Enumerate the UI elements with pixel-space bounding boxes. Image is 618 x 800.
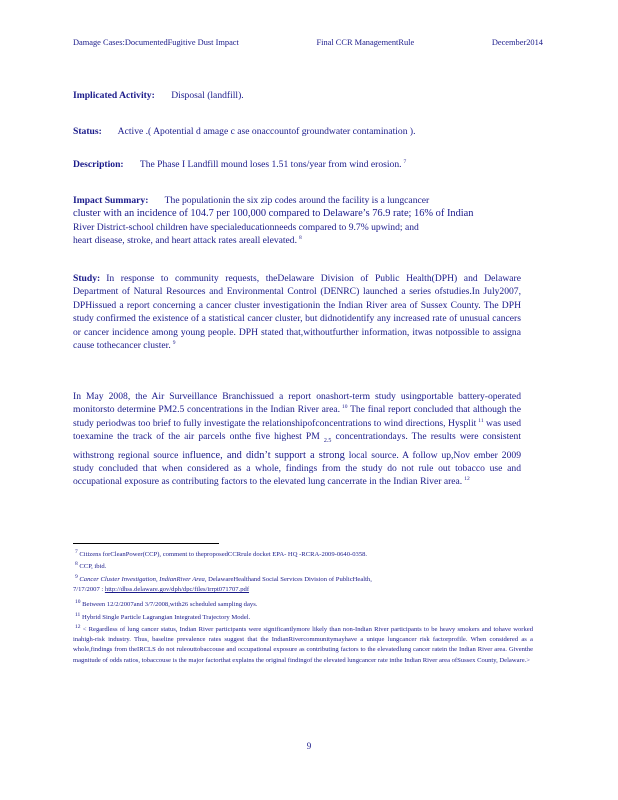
footnote-ref-11: 11 — [478, 417, 484, 424]
para-part-2: The final report concluded that although the study periodwas too brief to fully investigate the relationshipofconcentrations to wind directions, Hysplit — [73, 404, 521, 429]
header-center: Final CCR ManagementRule — [316, 38, 415, 47]
description — [73, 158, 521, 171]
study-text: In response to community requests, theDelaware Division of Public Health(DPH) and Delaware Department of Natural Resources and Environmental Control (DENRC) launched a series ofstudies.In July2007, DPHissued a report concerning a cancer cluster investigationin the Indian River area of Sussex County. The DPH study confirmed the existence of a statistical cancer cluster, but didnotidentify any increased rate of unusual cancers or cancer incidence among young people. DPH stated that,withoutfurther information, itwas notpossible to assigna cause tothecancer cluster. — [73, 273, 521, 352]
para-part-5: luence, and didn’t support a strong — [192, 449, 345, 461]
footnote-10-number: 10 — [75, 598, 81, 605]
header-right: December2014 — [491, 38, 543, 47]
footnote-10-text: Between 12/2/2007and 3/7/2008,with26 scheduled sampling days. — [82, 601, 258, 608]
footnote-12 — [73, 625, 533, 666]
footnote-11-number: 11 — [75, 611, 81, 618]
footnote-11-text: Hybrid Single Particle Lagrangian Integrated Trajectory Model. — [81, 614, 251, 621]
footnote-12-number: 12 — [75, 623, 81, 630]
footnote-7-text: Citizens forCleanPower(CCP), comment to theproposedCCRrule docket EPA- HQ -RCRA-2009-0640-0358. — [79, 551, 368, 558]
footnote-divider — [73, 543, 219, 544]
status-value: Active .( Apotential d amage c ase onaccountof groundwater contamination ). — [117, 126, 416, 137]
footnote-9 — [73, 575, 533, 595]
footnote-8-text: CCP, ibid. — [79, 563, 107, 570]
footnote-9-date: 7/17/2007 : — [73, 586, 104, 594]
footnote-9-source: , DelawareHealthand Social Services Division of PublicHealth, — [204, 576, 372, 583]
study-label: Study: — [73, 273, 101, 284]
air-surveillance-paragraph — [73, 390, 521, 489]
footnote-9-link[interactable]: http://dhss.delaware.gov/dph/dpc/files/irrpt071707.pdf — [104, 586, 250, 594]
footnote-7 — [73, 550, 533, 560]
footnote-12-text: < Regardless of lung cancer status, Indian River participants were significantlymore likely than non-Indian River participants to be heavy smokers and tohave worked inahigh-risk industry. Thus, baseline prevalence rates suggest that the IndianRivercommunitymayhave a unique lungcancer risk factorprofile. When considered as a whole,findings from theIRCLS do not ruleouttobaccouse and occupational exposure as contributing factors to the elevatedlung cancer ratein the Indian River area. Giventhe magnitude of odds ratios, tobaccouse is the major factorthat explains the original findingof the elevated lungcancer rate inthe Indian River area ofSussex County, Delaware.> — [73, 626, 533, 664]
implicated-value: Disposal (landfill). — [171, 90, 244, 101]
footnote-8-number: 8 — [75, 560, 78, 567]
impact-line-3: River District-school children have specialeducationneeds compared to 9.7% upwind; and — [73, 221, 419, 233]
footnote-11 — [73, 613, 533, 623]
footnote-9-number: 9 — [75, 573, 78, 580]
impact-line-2: cluster with an incidence of 104.7 per 100,000 compared to Delaware’s 76.9 rate; 16% of Indian — [73, 208, 474, 220]
footnote-ref-10: 10 — [342, 404, 348, 411]
implicated-label: Implicated Activity: — [73, 90, 155, 101]
footnote-7-number: 7 — [75, 548, 78, 555]
para-part-4: concentrationdays. The results were consistent withstrong regional source inf — [73, 431, 521, 461]
running-header — [73, 38, 543, 47]
header-left: Damage Cases:DocumentedFugitive Dust Impact — [73, 38, 239, 47]
impact-line-1: The populationin the six zip codes around the facility is a lungcancer — [164, 195, 430, 206]
footnote-8 — [73, 562, 533, 572]
footnote-9-title: Cancer Cluster Investigation, IndianRiver Area — [79, 576, 205, 583]
description-label: Description: — [73, 159, 124, 170]
status — [73, 125, 521, 138]
description-value: The Phase I Landfill mound loses 1.51 tons/year from wind erosion. — [139, 159, 402, 170]
footnote-ref-12: 12 — [464, 476, 470, 483]
pm-subscript: 2.5 — [323, 438, 332, 445]
footnote-ref-9: 9 — [172, 339, 176, 346]
page-number: 9 — [306, 741, 312, 751]
impact-summary — [73, 194, 521, 248]
impact-line-4: heart disease, stroke, and heart attack rates areall elevated. — [73, 235, 298, 247]
footnote-10 — [73, 600, 533, 610]
status-label: Status: — [73, 126, 102, 137]
para-part-3: was used toexamine the track of the air parcels onthe five highest PM — [73, 417, 522, 443]
footnote-ref-7: 7 — [403, 158, 407, 165]
footnote-ref-8: 8 — [299, 235, 302, 242]
para-part-6: local source. A follow up,Nov ember 2009 study concluded that when considered as a whole, findings from the study do not rule out tobacco use and occupational exposure as contributing factors to the elevated lung cancerrate in the Indian River area. — [73, 449, 521, 488]
implicated-activity — [73, 89, 521, 102]
study — [73, 272, 521, 352]
impact-label: Impact Summary: — [73, 195, 149, 206]
para-part-1: In May 2008, the Air Surveillance Branchissued a report onashort-term study usingportable battery-operated monitorsto determine PM2.5 concentrations in the Indian River area. — [73, 391, 521, 416]
